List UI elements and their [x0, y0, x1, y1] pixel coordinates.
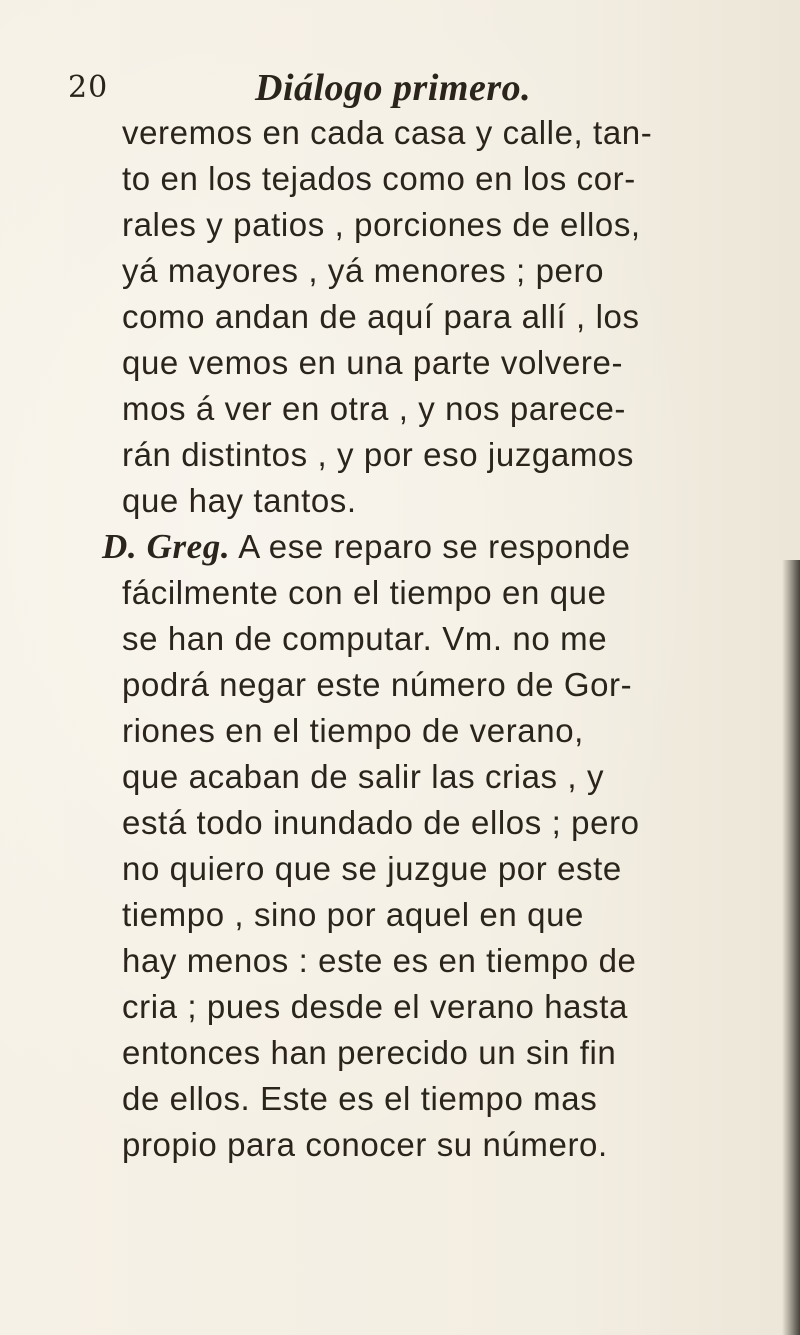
- text-line-content: A ese reparo se responde: [238, 528, 631, 565]
- page-edge-shadow: [782, 560, 800, 1335]
- text-line: rán distintos , y por eso juzgamos: [122, 436, 634, 473]
- text-line: no quiero que se juzgue por este: [122, 850, 622, 887]
- text-line: hay menos : este es en tiempo de: [122, 942, 637, 979]
- text-line: riones en el tiempo de verano,: [122, 712, 584, 749]
- text-line: está todo inundado de ellos ; pero: [122, 804, 640, 841]
- speaker-label: D. Greg.: [102, 527, 231, 566]
- text-line: como andan de aquí para allí , los: [122, 298, 640, 335]
- running-head: Diálogo primero.: [255, 67, 532, 109]
- text-line: rales y patios , porciones de ellos,: [122, 206, 641, 243]
- text-line: que hay tantos.: [122, 482, 357, 519]
- page-number: 20: [68, 70, 109, 105]
- text-line: veremos en cada casa y calle, tan-: [122, 114, 653, 151]
- text-line: to en los tejados como en los cor-: [122, 160, 636, 197]
- text-line-with-speaker: [102, 524, 631, 570]
- text-line: tiempo , sino por aquel en que: [122, 896, 584, 933]
- text-line: que acaban de salir las crias , y: [122, 758, 605, 795]
- text-line: de ellos. Este es el tiempo mas: [122, 1080, 598, 1117]
- text-line: entonces han perecido un sin fin: [122, 1034, 617, 1071]
- text-line: podrá negar este número de Gor-: [122, 666, 633, 703]
- page-header: [0, 67, 800, 114]
- text-line: yá mayores , yá menores ; pero: [122, 252, 605, 289]
- text-line: cria ; pues desde el verano hasta: [122, 988, 628, 1025]
- text-line: mos á ver en otra , y nos parece-: [122, 390, 627, 427]
- text-line: propio para conocer su número.: [122, 1126, 608, 1163]
- text-line: fácilmente con el tiempo en que: [122, 574, 607, 611]
- text-line: se han de computar. Vm. no me: [122, 620, 608, 657]
- text-line: que vemos en una parte volvere-: [122, 344, 624, 381]
